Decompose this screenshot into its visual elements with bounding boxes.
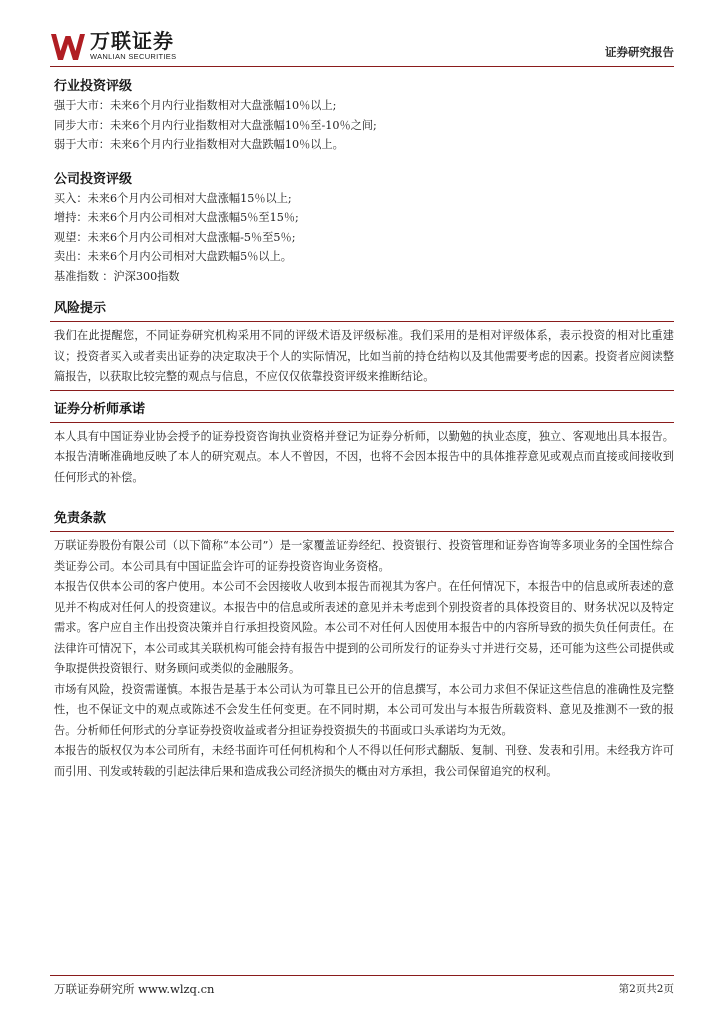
industry-rating-line: 强于大市：未来6个月内行业指数相对大盘涨幅10％以上;	[54, 99, 337, 112]
company-rating-line: 增持：未来6个月内公司相对大盘涨幅5％至15％;	[54, 211, 299, 224]
risk-divider	[50, 321, 674, 322]
company-rating-line: 买入：未来6个月内公司相对大盘涨幅15％以上;	[54, 191, 292, 205]
footer-divider	[50, 975, 674, 976]
logo-chinese-name: 万联证券	[90, 29, 174, 53]
disclaimer-paragraph: 市场有风险，投资需谨慎。本报告是基于本公司认为可靠且已公开的信息撰写，本公司力求但不保证这些信息的准确性及完整性，也不保证文中的观点或陈述不会发生任何变更。在不同时期，本公司可发出与本报告所载资料、意见及推测不一致的报告。分析师任何形式的分享证券投资收益或者分担证券投资损失的书面或口头承诺均为无效。	[54, 682, 674, 737]
page-content	[54, 78, 674, 782]
analyst-divider	[50, 422, 674, 423]
company-rating-line: 卖出：未来6个月内公司相对大盘跌幅5％以上。	[54, 250, 292, 263]
page-header	[50, 30, 674, 66]
industry-rating-line: 同步大市：未来6个月内行业指数相对大盘涨幅10％至-10％之间;	[54, 118, 377, 132]
wanlian-logo-icon	[50, 30, 86, 64]
footer-institute-website: 万联证券研究所 www.wlzq.cn	[54, 982, 215, 996]
company-rating-line: 观望：未来6个月内公司相对大盘涨幅-5％至5％;	[54, 230, 296, 244]
risk-bottom-divider	[50, 390, 674, 391]
disclaimer-heading: 免责条款	[54, 511, 107, 526]
company-rating-heading: 公司投资评级	[54, 171, 133, 187]
disclaimer-paragraph: 本报告仅供本公司的客户使用。本公司不会因接收人收到本报告而视其为客户。在任何情况下，本报告中的信息或所表述的意见并不构成对任何人的投资建议。本报告中的信息或所表述的意见并未考虑到个别投资者的具体投资目的、财务状况以及特定需求。客户应自主作出投资决策并自行承担投资风险。本公司不对任何人因使用本报告中的内容所导致的损失负任何责任。在法律许可情况下，本公司或其关联机构可能会持有报告中提到的公司所发行的证券头寸并进行交易，还可能为这些公司提供或争取提供投资银行、财务顾问或类似的金融服务。	[54, 580, 674, 675]
analyst-paragraph: 本人具有中国证券业协会授予的证券投资咨询执业资格并登记为证券分析师，以勤勉的执业态度，独立、客观地出具本报告。本报告清晰准确地反映了本人的研究观点。本人不曾因，不因，也将不会因本报告中的具体推荐意见或观点而直接或间接收到任何形式的补偿。	[54, 429, 674, 484]
company-logo	[50, 30, 176, 64]
report-type-label: 证券研究报告	[605, 45, 674, 59]
industry-rating-line: 弱于大市：未来6个月内行业指数相对大盘跌幅10％以上。	[54, 138, 344, 151]
logo-english-name: WANLIAN SECURITIES	[90, 52, 177, 61]
header-divider	[50, 66, 674, 67]
disclaimer-paragraph: 本报告的版权仅为本公司所有，未经书面许可任何机构和个人不得以任何形式翻版、复制、刊登、发表和引用。未经我方许可而引用、刊发或转载的引起法律后果和造成我公司经济损失的概由对方承担，我公司保留追究的权利。	[54, 744, 674, 778]
disclaimer-paragraph: 万联证券股份有限公司（以下简称“本公司”）是一家覆盖证券经纪、投资银行、投资管理和证券咨询等多项业务的全国性综合类证券公司。本公司具有中国证监会许可的证券投资咨询业务资格。	[54, 539, 674, 573]
benchmark-index-line: 基准指数 ：沪深300指数	[54, 269, 180, 283]
risk-paragraph: 我们在此提醒您，不同证券研究机构采用不同的评级术语及评级标准。我们采用的是相对评级体系，表示投资的相对比重建议；投资者买入或者卖出证券的决定取决于个人的实际情况，比如当前的持仓结构以及其他需要考虑的因素。投资者应阅读整篇报告，以获取比较完整的观点与信息，不应仅仅依靠投资评级来推断结论。	[54, 329, 674, 383]
footer-page-number: 第2页共2页	[618, 983, 674, 995]
industry-rating-heading: 行业投资评级	[54, 79, 133, 94]
risk-heading: 风险提示	[54, 301, 107, 316]
disclaimer-divider	[50, 531, 674, 532]
analyst-heading: 证券分析师承诺	[54, 401, 146, 417]
